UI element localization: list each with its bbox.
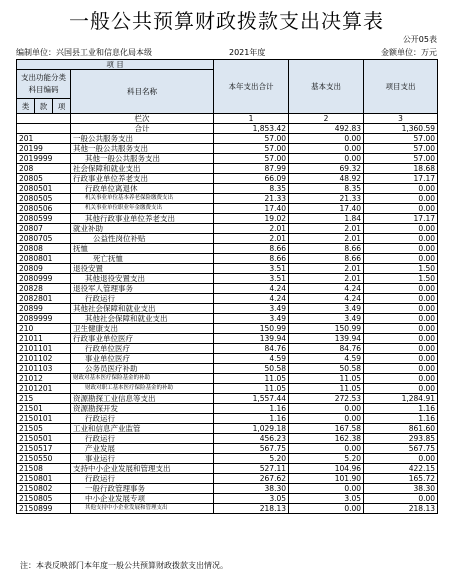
table-row [17,454,438,464]
row-code: 2150802 [17,484,71,494]
row-total: 3.49 [214,304,289,314]
header-lei: 类 [17,99,35,114]
table-row [17,504,438,514]
table-row [17,314,438,324]
table-row [17,444,438,454]
table-row [17,284,438,294]
table-row [17,434,438,444]
row-code: 20199 [17,144,71,154]
sum-label: 合计 [71,124,214,134]
row-code: 2150101 [17,414,71,424]
table-row [17,164,438,174]
table-row [17,374,438,384]
header-total: 本年支出合计 [214,60,289,114]
row-total: 21.33 [214,194,289,204]
row-total: 267.62 [214,474,289,484]
table-row [17,134,438,144]
row-code: 2080506 [17,204,71,214]
row-name: 行政单位医疗 [71,344,214,354]
footnote: 注：本表反映部门本年度一般公共预算财政拨款支出情况。 [20,561,228,570]
row-name: 财政对基本医疗保险基金的补助 [71,374,214,384]
row-basic: 4.59 [289,354,364,364]
table-body [17,134,438,514]
row-project: 0.00 [364,244,438,254]
row-basic: 11.05 [289,374,364,384]
row-name: 其他社会保障和就业支出 [71,314,214,324]
row-name: 机关事业单位职业年金缴费支出 [71,204,214,214]
row-basic: 2.01 [289,234,364,244]
row-code: 20808 [17,244,71,254]
row-code: 20809 [17,264,71,274]
table-row [17,174,438,184]
row-basic: 101.90 [289,474,364,484]
row-basic: 84.76 [289,344,364,354]
row-project: 0.00 [364,194,438,204]
row-code: 201 [17,134,71,144]
row-name: 公务员医疗补助 [71,364,214,374]
table-row [17,184,438,194]
row-total: 11.05 [214,384,289,394]
row-code: 20828 [17,284,71,294]
row-total: 50.58 [214,364,289,374]
row-name: 资源勘探工业信息等支出 [71,394,214,404]
row-project: 0.00 [364,364,438,374]
row-basic: 0.00 [289,444,364,454]
table-row [17,344,438,354]
table-row [17,354,438,364]
row-code: 2080599 [17,214,71,224]
table-row [17,464,438,474]
row-total: 1.16 [214,414,289,424]
row-name: 其他社会保障和就业支出 [71,304,214,314]
row-name: 其他退役安置支出 [71,274,214,284]
row-name: 其他行政事业单位养老支出 [71,214,214,224]
table-row [17,494,438,504]
row-project: 0.00 [364,294,438,304]
table-row [17,144,438,154]
table-row [17,264,438,274]
row-basic: 69.32 [289,164,364,174]
row-basic: 0.00 [289,144,364,154]
row-basic: 17.40 [289,204,364,214]
row-name: 退役军人管理事务 [71,284,214,294]
row-name: 其他支持中小企业发展和管理支出 [71,504,214,514]
row-basic: 11.05 [289,384,364,394]
row-project: 38.30 [364,484,438,494]
row-project: 0.00 [364,384,438,394]
header-item: 项 目 [17,60,214,70]
row-basic: 167.58 [289,424,364,434]
row-project: 0.00 [364,284,438,294]
row-name: 一般行政管理事务 [71,484,214,494]
row-name: 其他一般公共服务支出 [71,144,214,154]
table-row [17,414,438,424]
row-basic: 8.66 [289,254,364,264]
row-total: 19.02 [214,214,289,224]
row-project: 0.00 [364,314,438,324]
table-row [17,474,438,484]
row-name: 行政运行 [71,414,214,424]
level-col-1: 1 [214,114,289,124]
row-name: 一般公共服务支出 [71,134,214,144]
table-row [17,224,438,234]
row-total: 57.00 [214,134,289,144]
row-name: 公益性岗位补贴 [71,234,214,244]
row-project: 0.00 [364,254,438,264]
row-project: 0.00 [364,454,438,464]
row-project: 567.75 [364,444,438,454]
row-total: 3.05 [214,494,289,504]
table-row [17,334,438,344]
sum-basic: 492.83 [289,124,364,134]
row-total: 57.00 [214,144,289,154]
row-project: 57.00 [364,134,438,144]
row-basic: 4.24 [289,294,364,304]
row-basic: 272.53 [289,394,364,404]
row-name: 行政事业单位养老支出 [71,174,214,184]
form-code: 公开05表 [402,35,437,44]
row-code: 20805 [17,174,71,184]
row-basic: 0.00 [289,134,364,144]
row-total: 3.51 [214,264,289,274]
level-col-3: 3 [364,114,438,124]
row-total: 8.35 [214,184,289,194]
row-basic: 21.33 [289,194,364,204]
row-code: 21011 [17,334,71,344]
row-project: 1.16 [364,404,438,414]
row-project: 422.15 [364,464,438,474]
table-row [17,424,438,434]
row-code: 2101101 [17,344,71,354]
row-basic: 162.38 [289,434,364,444]
row-project: 0.00 [364,334,438,344]
row-name: 事业单位医疗 [71,354,214,364]
row-basic: 2.01 [289,224,364,234]
row-total: 38.30 [214,484,289,494]
row-basic: 1.84 [289,214,364,224]
row-project: 17.17 [364,214,438,224]
row-code: 210 [17,324,71,334]
header-xiang: 项 [53,99,71,114]
row-total: 2.01 [214,224,289,234]
row-project: 0.00 [364,204,438,214]
expenditure-table [16,59,438,514]
row-code: 2150899 [17,504,71,514]
row-total: 11.05 [214,374,289,384]
row-project: 1.50 [364,264,438,274]
row-code: 20899 [17,304,71,314]
row-name: 死亡抚恤 [71,254,214,264]
row-total: 8.66 [214,244,289,254]
row-project: 57.00 [364,144,438,154]
row-code: 2082801 [17,294,71,304]
row-basic: 150.99 [289,324,364,334]
row-code: 2080501 [17,184,71,194]
row-total: 66.09 [214,174,289,184]
row-total: 5.20 [214,454,289,464]
row-code: 2080999 [17,274,71,284]
row-total: 456.23 [214,434,289,444]
row-code: 2150805 [17,494,71,504]
table-row [17,274,438,284]
row-basic: 4.24 [289,284,364,294]
row-basic: 8.66 [289,244,364,254]
table-row [17,204,438,214]
row-name: 产业发展 [71,444,214,454]
row-total: 1,029.18 [214,424,289,434]
row-name: 卫生健康支出 [71,324,214,334]
row-total: 8.66 [214,254,289,264]
row-name: 行政事业单位医疗 [71,334,214,344]
row-project: 57.00 [364,154,438,164]
row-total: 4.24 [214,284,289,294]
row-code: 2150550 [17,454,71,464]
row-code: 2080505 [17,194,71,204]
table-row [17,154,438,164]
table-row [17,394,438,404]
row-name: 事业运行 [71,454,214,464]
table-row [17,364,438,374]
row-name: 支持中小企业发展和管理支出 [71,464,214,474]
row-code: 2150501 [17,434,71,444]
row-code: 2101103 [17,364,71,374]
row-basic: 48.92 [289,174,364,184]
row-project: 17.17 [364,174,438,184]
row-name: 抚恤 [71,244,214,254]
row-total: 218.13 [214,504,289,514]
row-basic: 2.01 [289,274,364,284]
row-code: 2080801 [17,254,71,264]
row-total: 3.51 [214,274,289,284]
table-row [17,244,438,254]
row-basic: 0.00 [289,484,364,494]
row-project: 0.00 [364,324,438,334]
amount-unit: 金额单位：万元 [381,48,437,57]
row-total: 1.16 [214,404,289,414]
row-project: 1.50 [364,274,438,284]
row-basic: 0.00 [289,154,364,164]
row-basic: 0.00 [289,414,364,424]
table-row [17,384,438,394]
row-name: 资源勘探开发 [71,404,214,414]
row-project: 18.68 [364,164,438,174]
row-total: 4.59 [214,354,289,364]
header-func-class: 支出功能分类科目编码 [17,70,71,99]
row-project: 293.85 [364,434,438,444]
row-name: 社会保障和就业支出 [71,164,214,174]
table-row [17,304,438,314]
table-row [17,194,438,204]
row-basic: 8.35 [289,184,364,194]
row-total: 17.40 [214,204,289,214]
header-basic: 基本支出 [289,60,364,114]
row-code: 2150517 [17,444,71,454]
row-name: 行政单位离退休 [71,184,214,194]
table-row [17,404,438,414]
row-project: 0.00 [364,234,438,244]
row-project: 0.00 [364,494,438,504]
row-name: 行政运行 [71,294,214,304]
row-total: 87.99 [214,164,289,174]
row-code: 2080705 [17,234,71,244]
row-total: 139.94 [214,334,289,344]
row-total: 84.76 [214,344,289,354]
row-name: 退役安置 [71,264,214,274]
header-subject-name: 科目名称 [71,70,214,114]
row-name: 机关事业单位基本养老保险缴费支出 [71,194,214,204]
row-name: 中小企业发展专项 [71,494,214,504]
row-total: 567.75 [214,444,289,454]
table-row [17,484,438,494]
row-name: 行政运行 [71,434,214,444]
row-code: 21012 [17,374,71,384]
row-basic: 3.49 [289,304,364,314]
unit-label: 编制单位：兴国县工业和信息化局本级 [16,48,152,57]
row-code: 2089999 [17,314,71,324]
year-label: 2021年度 [229,48,266,57]
row-basic: 5.20 [289,454,364,464]
table-row [17,294,438,304]
row-basic: 2.01 [289,264,364,274]
row-project: 218.13 [364,504,438,514]
row-project: 0.00 [364,304,438,314]
row-project: 0.00 [364,184,438,194]
row-project: 0.00 [364,224,438,234]
row-total: 57.00 [214,154,289,164]
row-total: 150.99 [214,324,289,334]
row-total: 527.11 [214,464,289,474]
row-project: 861.60 [364,424,438,434]
row-basic: 3.05 [289,494,364,504]
row-basic: 0.00 [289,404,364,414]
header-kuan: 款 [35,99,53,114]
row-project: 1,284.91 [364,394,438,404]
row-total: 1,557.44 [214,394,289,404]
row-name: 财政对职工基本医疗保险基金的补助 [71,384,214,394]
row-code: 2019999 [17,154,71,164]
row-project: 165.72 [364,474,438,484]
row-code: 2101201 [17,384,71,394]
page-title: 一般公共预算财政拨款支出决算表 [69,9,384,33]
row-code: 21501 [17,404,71,414]
row-total: 4.24 [214,294,289,304]
row-basic: 104.96 [289,464,364,474]
level-col-2: 2 [289,114,364,124]
row-basic: 139.94 [289,334,364,344]
row-code: 208 [17,164,71,174]
table-row [17,234,438,244]
row-code: 21508 [17,464,71,474]
row-code: 2101102 [17,354,71,364]
row-name: 行政运行 [71,474,214,484]
row-basic: 3.49 [289,314,364,324]
row-code: 2150801 [17,474,71,484]
sum-total: 1,853.42 [214,124,289,134]
row-project: 1.16 [364,414,438,424]
row-basic: 0.00 [289,504,364,514]
row-basic: 50.58 [289,364,364,374]
row-project: 0.00 [364,374,438,384]
table-row [17,254,438,264]
table-row [17,214,438,224]
level-label: 栏次 [71,114,214,124]
sum-project: 1,360.59 [364,124,438,134]
row-project: 0.00 [364,354,438,364]
row-name: 其他一般公共服务支出 [71,154,214,164]
row-total: 3.49 [214,314,289,324]
row-code: 215 [17,394,71,404]
row-code: 21505 [17,424,71,434]
row-project: 0.00 [364,344,438,354]
table-row [17,324,438,334]
row-name: 工业和信息产业监管 [71,424,214,434]
row-name: 就业补助 [71,224,214,234]
row-total: 2.01 [214,234,289,244]
header-project: 项目支出 [364,60,438,114]
row-code: 20807 [17,224,71,234]
